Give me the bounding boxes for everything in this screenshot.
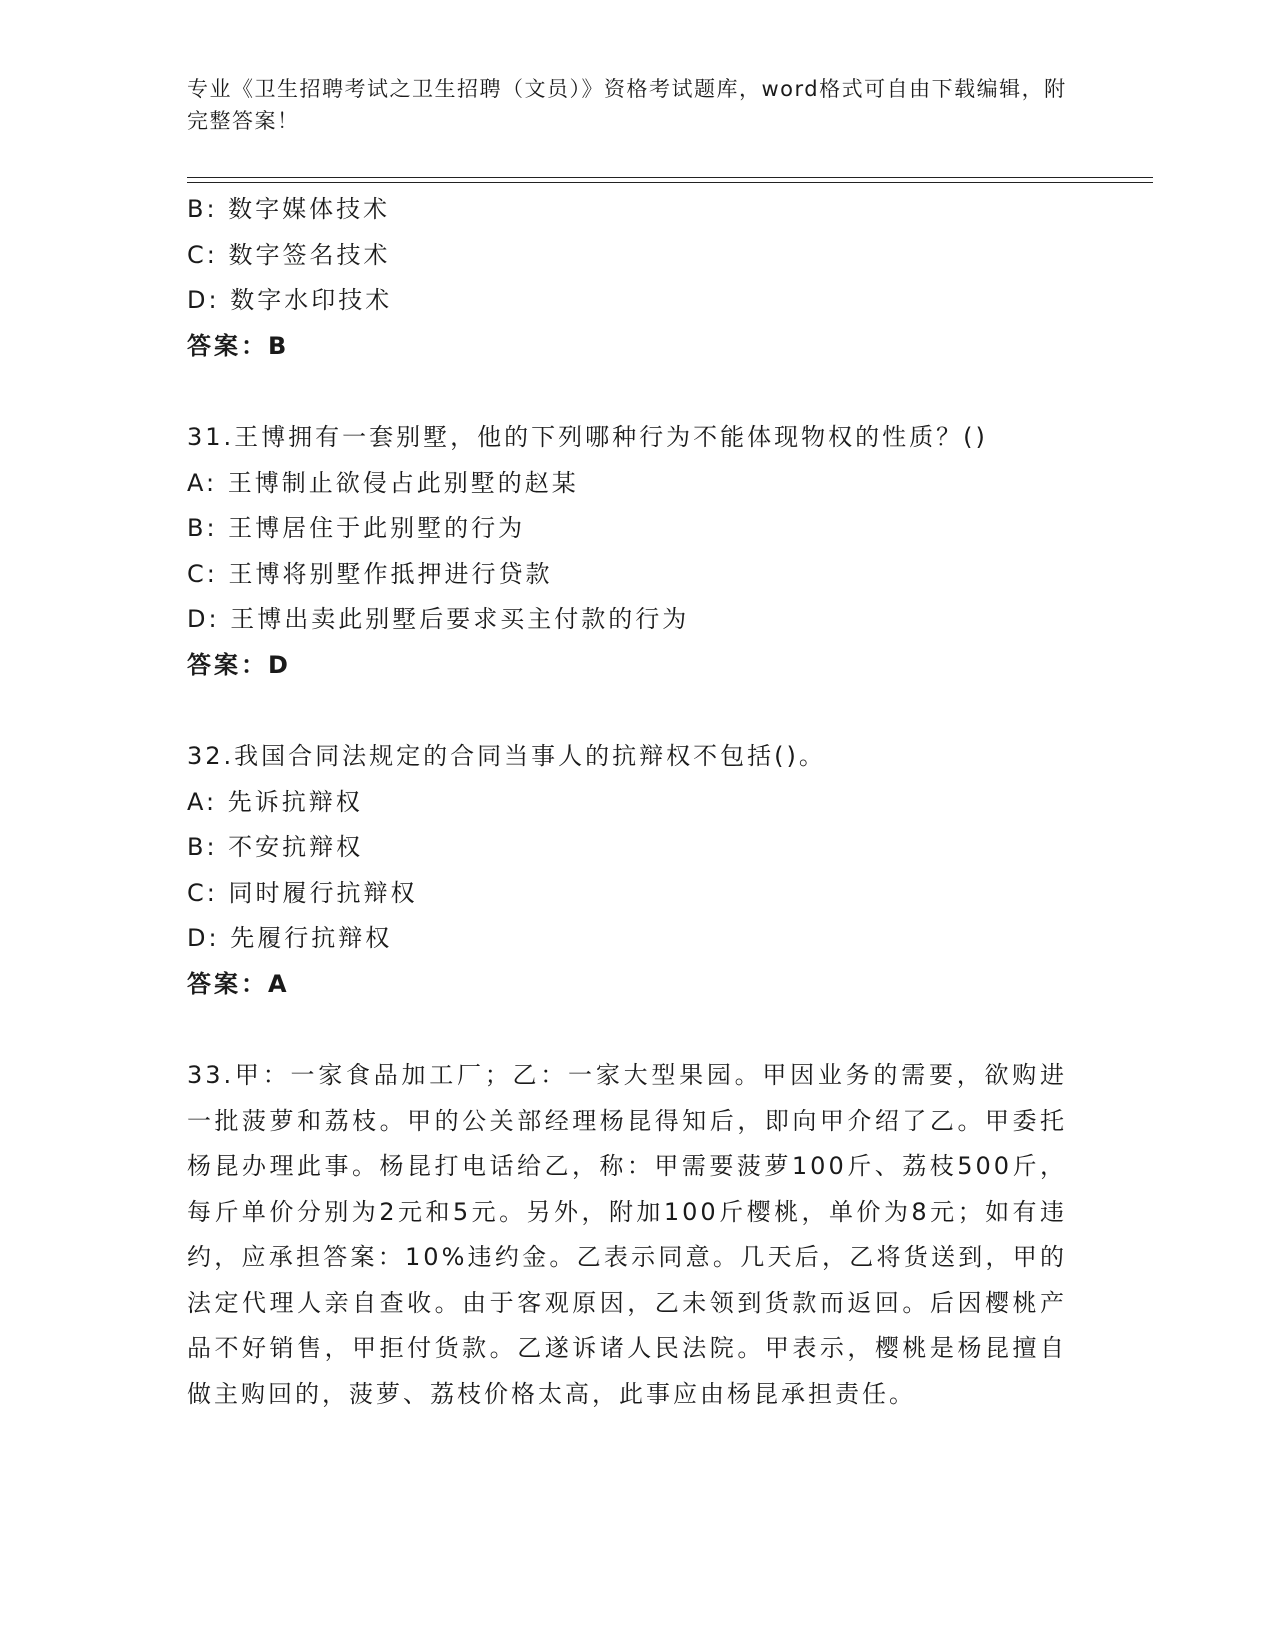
header-text: 专业《卫生招聘考试之卫生招聘（文员）》资格考试题库，word格式可自由下载编辑，附完整答案！	[187, 77, 1067, 133]
header-rule-bottom	[187, 182, 1153, 183]
answer: 答案：D	[187, 650, 291, 679]
answer: 答案：B	[187, 331, 290, 360]
question-stem: 31.王博拥有一套别墅，他的下列哪种行为不能体现物权的性质？()	[187, 423, 988, 451]
option-c: C: 数字签名技术	[187, 240, 391, 269]
option-d: D: 先履行抗辩权	[187, 924, 393, 952]
option-b: B: 数字媒体技术	[187, 195, 391, 223]
option-a: A: 王博制止欲侵占此别墅的赵某	[187, 468, 579, 497]
option-b: B: 王博居住于此别墅的行为	[187, 514, 526, 542]
question-stem: 32.我国合同法规定的合同当事人的抗辩权不包括()。	[187, 742, 826, 770]
option-d: D: 数字水印技术	[187, 286, 393, 314]
option-c: C: 王博将别墅作抵押进行贷款	[187, 559, 553, 588]
question-32	[187, 734, 1077, 1007]
option-b: B: 不安抗辩权	[187, 833, 364, 861]
option-a: A: 先诉抗辩权	[187, 787, 363, 816]
question-content	[187, 187, 1077, 1417]
question-stem: 33.甲：一家食品加工厂；乙：一家大型果园。甲因业务的需要，欲购进一批菠萝和荔枝。甲的公关部经理杨昆得知后，即向甲介绍了乙。甲委托杨昆办理此事。杨昆打电话给乙，称：甲需要菠萝100斤、荔枝500斤，每斤单价分别为2元和5元。另外，附加100斤樱桃，单价为8元；如有违约，应承担答案：10%违约金。乙表示同意。几天后，乙将货送到，甲的法定代理人亲自查收。由于客观原因，乙未领到货款而返回。后因樱桃产品不好销售，甲拒付货款。乙遂诉诸人民法院。甲表示，樱桃是杨昆擅自做主购回的，菠萝、荔枝价格太高，此事应由杨昆承担责任。	[187, 1061, 1067, 1408]
page-header	[187, 73, 1067, 137]
question-31	[187, 415, 1077, 688]
header-rule-top	[187, 177, 1153, 178]
prev-question-block	[187, 187, 1077, 369]
option-d: D: 王博出卖此别墅后要求买主付款的行为	[187, 605, 690, 633]
answer: 答案：A	[187, 969, 290, 998]
question-33	[187, 1053, 1077, 1417]
option-c: C: 同时履行抗辩权	[187, 878, 418, 907]
